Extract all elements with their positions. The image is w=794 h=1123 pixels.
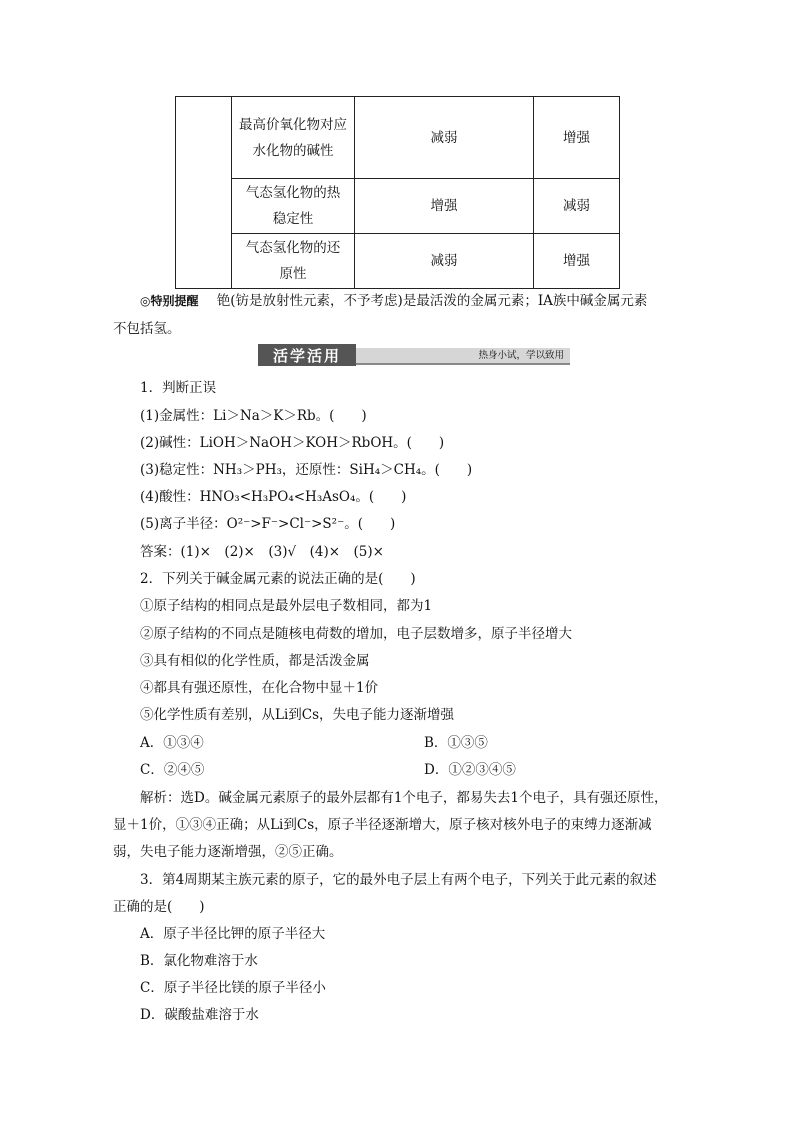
q3-option: B．氯化物难溶于水 [140,953,258,969]
q3-option: A．原子半径比钾的原子半径大 [140,926,326,942]
q1-item: (2)碱性：LiOH＞NaOH＞KOH＞RbOH。( ) [140,435,445,451]
q1-item: (4)酸性：HNO₃<H₃PO₄<H₃AsO₄。( ) [140,489,407,505]
reminder-line-2: 不包括氢。 [113,321,181,337]
q2-statement: ②原子结构的不同点是随核电荷数的增加，电子层数增多，原子半径增大 [140,626,572,642]
table-cell-value: 减弱 [534,179,620,234]
banner-title: 活学活用 [258,344,356,366]
q1-item: (3)稳定性：NH₃＞PH₃，还原性：SiH₄＞CH₄。( ) [140,462,473,478]
table-cell-property: 最高价氧化物对应 水化物的碱性 [232,97,355,179]
q2-statement: ④都具有强还原性，在化合物中显＋1价 [140,680,379,696]
q1-item: (1)金属性：Li＞Na＞K＞Rb。( ) [140,408,367,424]
table-cell-value: 减弱 [355,97,534,179]
q2-statement: ⑤化学性质有差别，从Li到Cs，失电子能力逐渐增强 [140,707,455,723]
table-cell-property: 气态氢化物的热 稳定性 [232,179,355,234]
q3-title-cont: 正确的是( ) [113,899,205,915]
q2-title: 2．下列关于碱金属元素的说法正确的是( ) [140,571,416,587]
table-cell-value: 增强 [534,97,620,179]
table-cell-value: 增强 [355,179,534,234]
q2-analysis: 弱，失电子能力逐渐增强，②⑤正确。 [113,844,343,860]
q3-title: 3．第4周期某主族元素的原子，它的最外电子层上有两个电子，下列关于此元素的叙述 [140,872,657,888]
q2-option-b: B．①③⑤ [424,735,488,751]
q2-analysis: 显＋1价，①③④正确；从Li到Cs，原子半径逐渐增大，原子核对核外电子的束缚力逐渐减 [113,817,652,833]
q2-statement: ③具有相似的化学性质，都是活泼金属 [140,653,370,669]
q3-option: C．原子半径比镁的原子半径小 [140,980,326,996]
table-empty-cell [176,97,232,289]
reminder-text: 铯(钫是放射性元素，不予考虑)是最活泼的金属元素；ⅠA族中碱金属元素 [216,293,648,309]
q1-title: 1．判断正误 [140,380,217,396]
reminder-line-1 [140,289,647,309]
banner-subtitle: 热身小试，学以致用 [478,350,564,361]
section-banner [258,344,570,366]
q1-item: (5)离子半径：O²⁻>F⁻>Cl⁻>S²⁻。( ) [140,516,396,532]
q1-answer: 答案：(1)× (2)× (3)√ (4)× (5)× [140,544,384,560]
reminder-label: ◎特别提醒 [140,294,199,308]
q2-option-a: A．①③④ [140,735,204,751]
q2-option-d: D．①②③④⑤ [424,762,516,778]
q2-analysis: 解析：选D。碱金属元素原子的最外层都有1个电子，都易失去1个电子，具有强还原性， [140,790,668,806]
q2-statement: ①原子结构的相同点是最外层电子数相同，都为1 [140,598,433,614]
table-cell-value: 增强 [534,234,620,289]
q2-option-c: C．②④⑤ [140,762,205,778]
table-cell-value: 减弱 [355,234,534,289]
properties-table [175,96,620,289]
q3-option: D．碳酸盐难溶于水 [140,1007,259,1023]
table-cell-property: 气态氢化物的还 原性 [232,234,355,289]
